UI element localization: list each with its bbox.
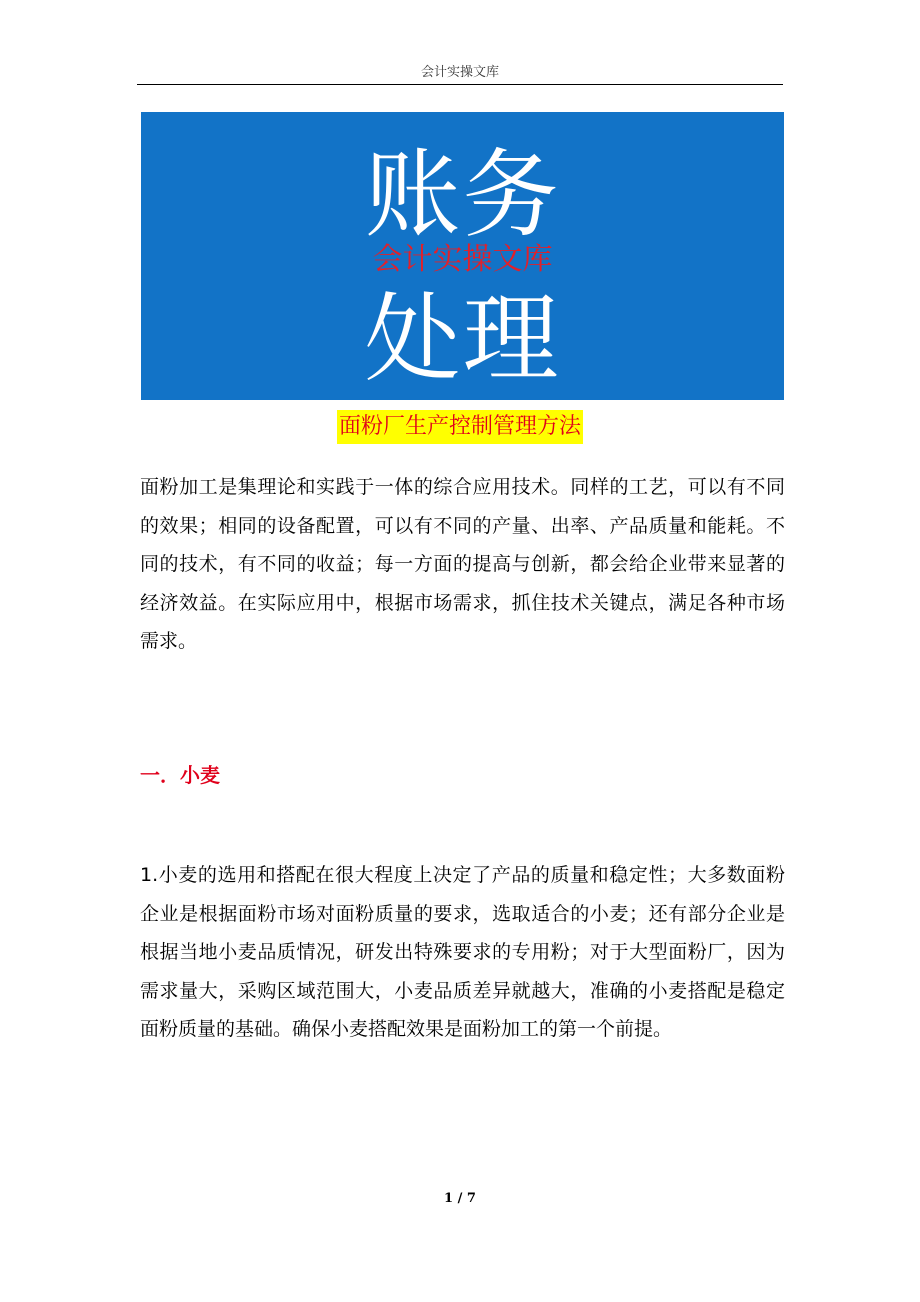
banner-title-line1: 账务: [364, 139, 561, 251]
cover-banner: [141, 112, 784, 400]
banner-watermark: 会计实操文库: [372, 242, 553, 277]
document-title-row: [0, 410, 920, 444]
wheat-paragraph: 1.小麦的选用和搭配在很大程度上决定了产品的质量和稳定性；大多数面粉企业是根据面粉市场对面粉质量的要求，选取适合的小麦；还有部分企业是根据当地小麦品质情况，研发出特殊要求的专用粉；对于大型面粉厂，因为需求量大，采购区域范围大，小麦品质差异就越大，准确的小麦搭配是稳定面粉质量的基础。确保小麦搭配效果是面粉加工的第一个前提。: [140, 864, 785, 1040]
page-number: 1 / 7: [444, 1191, 476, 1206]
document-title: 面粉厂生产控制管理方法: [337, 410, 583, 444]
header-divider: [137, 84, 783, 85]
banner-title-line2: 处理: [364, 283, 561, 395]
intro-paragraph: 面粉加工是集理论和实践于一体的综合应用技术。同样的工艺，可以有不同的效果；相同的设备配置，可以有不同的产量、出率、产品质量和能耗。不同的技术，有不同的收益；每一方面的提高与创新，都会给企业带来显著的经济效益。在实际应用中，根据市场需求，抓住技术关键点，满足各种市场需求。: [140, 476, 785, 652]
section-heading-wheat: 一．小麦: [140, 763, 220, 787]
page-header: 会计实操文库: [420, 65, 499, 80]
